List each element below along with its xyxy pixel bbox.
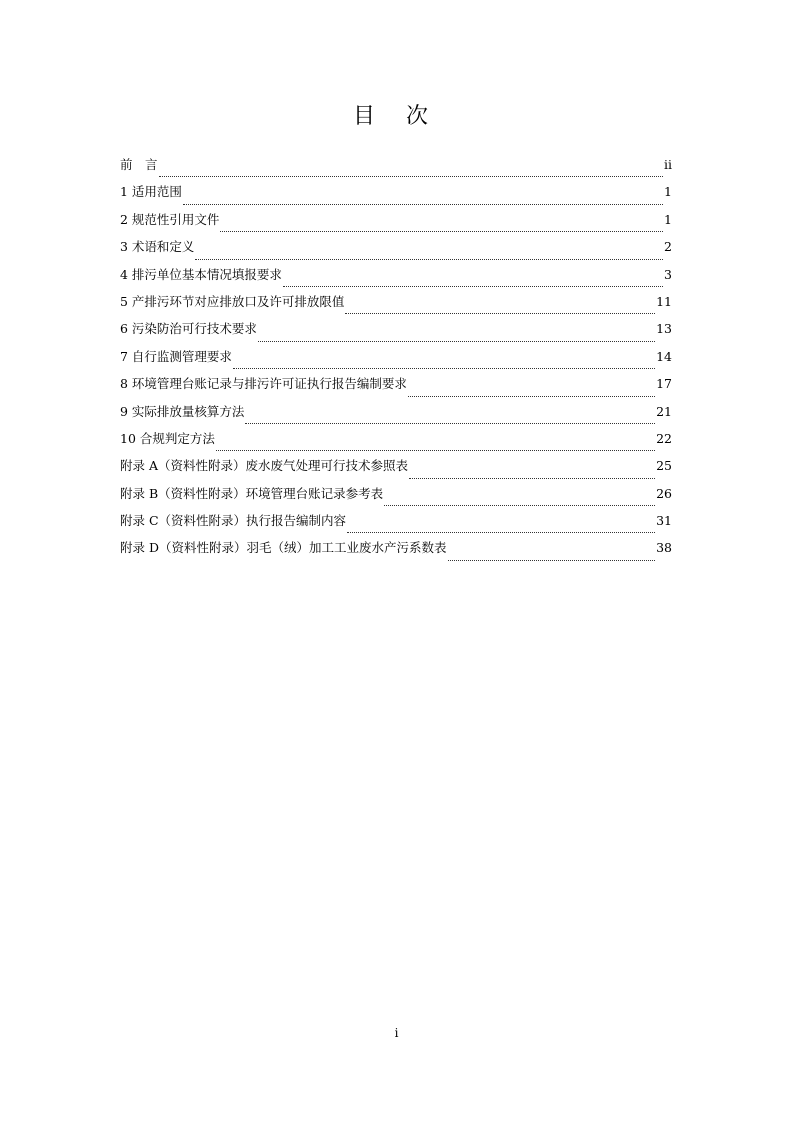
toc-page-number: 1 [664,184,672,200]
toc-entry-10[interactable] [120,430,672,457]
toc-entry-3[interactable] [120,238,672,265]
toc-entry-label: 9 实际排放量核算方法 [120,403,245,419]
toc-dot-leader [283,285,663,287]
toc-entry-5[interactable] [120,293,672,320]
toc-page-number: 3 [664,266,672,282]
toc-dot-leader [409,477,655,479]
table-of-contents [120,156,672,567]
toc-entry-appendix-d[interactable] [120,539,672,566]
toc-page-number: 2 [664,239,672,255]
toc-dot-leader [233,367,655,369]
toc-entry-label: 6 污染防治可行技术要求 [120,321,257,337]
toc-page-number: 38 [656,540,672,556]
toc-entry-4[interactable] [120,266,672,293]
toc-dot-leader [220,230,663,232]
toc-entry-label: 5 产排污环节对应排放口及许可排放限值 [120,293,345,309]
toc-entry-9[interactable] [120,403,672,430]
toc-entry-label: 3 术语和定义 [120,239,195,255]
page-number-footer: i [394,1026,399,1040]
toc-entry-appendix-a[interactable] [120,457,672,484]
toc-entry-label: 附录 D（资料性附录）羽毛（绒）加工工业废水产污系数表 [120,540,447,556]
toc-dot-leader [195,258,663,260]
toc-page-number: 31 [656,513,672,529]
toc-entry-8[interactable] [120,375,672,402]
toc-entry-label: 4 排污单位基本情况填报要求 [120,266,282,282]
toc-entry-label: 10 合规判定方法 [120,430,215,446]
toc-dot-leader [347,531,655,533]
toc-page-number: 17 [656,376,672,392]
toc-dot-leader [345,312,655,314]
toc-page-number: 13 [656,321,672,337]
toc-dot-leader [159,175,663,177]
toc-entry-label: 1 适用范围 [120,184,182,200]
toc-dot-leader [245,422,655,424]
toc-page-number: 11 [656,293,672,309]
toc-entry-appendix-b[interactable] [120,485,672,512]
toc-page-number: ii [664,157,672,172]
toc-page-number: 21 [656,403,672,419]
toc-page-number: 25 [656,458,672,474]
toc-page-number: 22 [656,430,672,446]
page-title: 目 次 [353,104,440,129]
toc-entry-6[interactable] [120,320,672,347]
toc-entry-7[interactable] [120,348,672,375]
toc-page-number: 14 [656,348,672,364]
toc-entry-label: 前 言 [120,157,158,172]
toc-dot-leader [216,449,655,451]
toc-page-number: 26 [656,485,672,501]
toc-dot-leader [448,559,656,561]
toc-dot-leader [258,340,655,342]
toc-entry-label: 2 规范性引用文件 [120,211,220,227]
toc-entry-preface[interactable] [120,156,672,183]
toc-entry-2[interactable] [120,211,672,238]
toc-dot-leader [384,504,655,506]
toc-entry-label: 8 环境管理台账记录与排污许可证执行报告编制要求 [120,376,407,392]
toc-entry-label: 附录 A（资料性附录）废水废气处理可行技术参照表 [120,458,409,474]
toc-entry-label: 附录 C（资料性附录）执行报告编制内容 [120,513,347,529]
toc-page-number: 1 [664,211,672,227]
toc-dot-leader [183,203,663,205]
toc-entry-label: 附录 B（资料性附录）环境管理台账记录参考表 [120,485,384,501]
toc-entry-label: 7 自行监测管理要求 [120,348,232,364]
toc-entry-1[interactable] [120,183,672,210]
toc-entry-appendix-c[interactable] [120,512,672,539]
toc-dot-leader [408,395,655,397]
